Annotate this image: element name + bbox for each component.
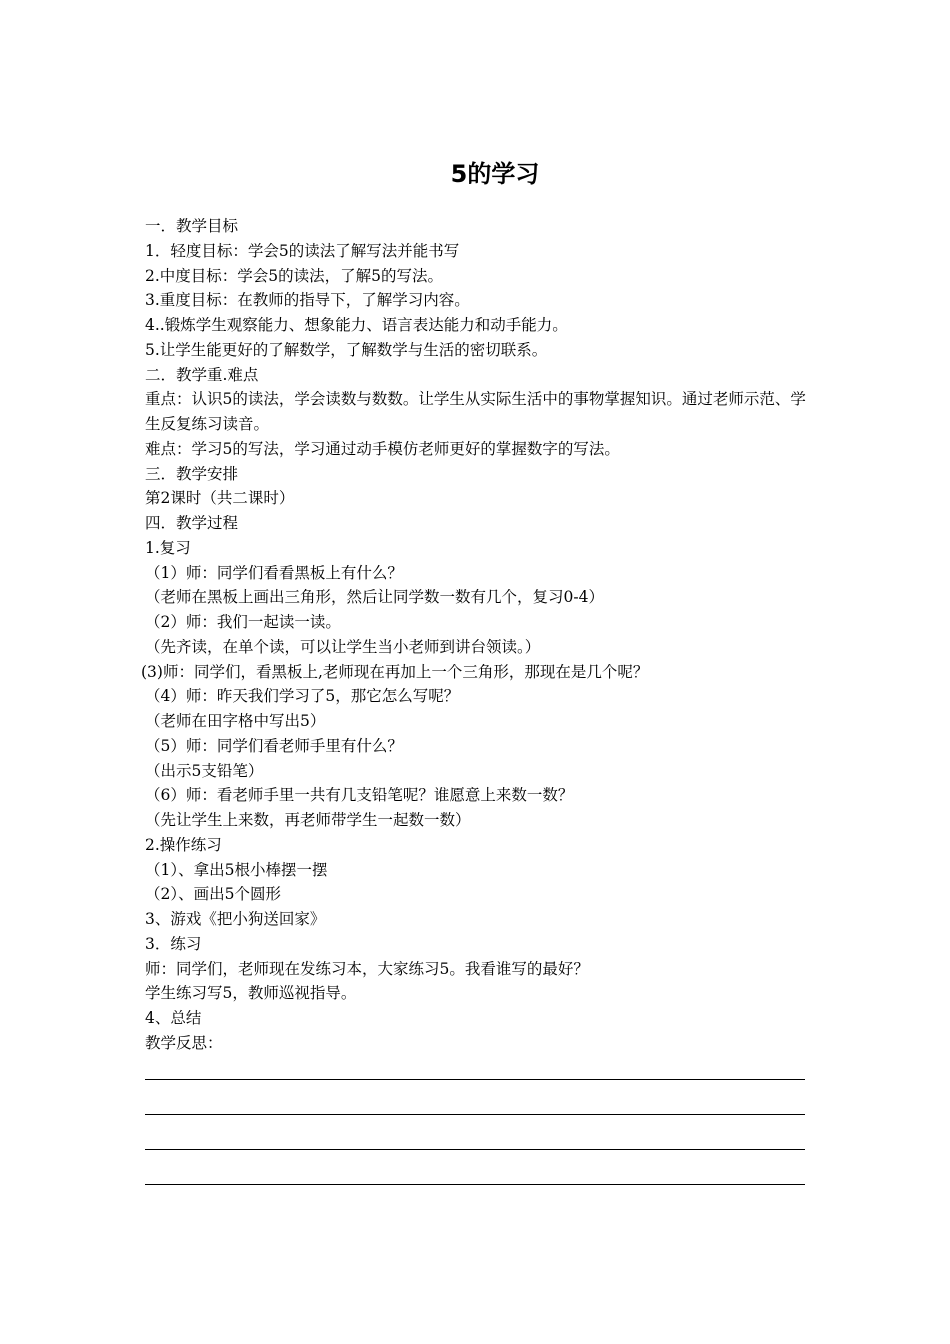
difficult-point-text: 难点：学习5的写法，学习通过动手模仿老师更好的掌握数字的写法。: [145, 439, 620, 458]
reflection-rule: [145, 1079, 805, 1080]
section-heading-key-points: 二．教学重.难点: [145, 365, 259, 384]
subsection-exercise: 3．练习: [145, 934, 202, 953]
reflection-rule: [145, 1114, 805, 1115]
process-step: （老师在黑板上画出三角形，然后让同学数一数有几个，复习0-4）: [145, 588, 604, 607]
process-step: （2）师：我们一起读一读。: [145, 613, 341, 631]
section-heading-objectives: 一．教学目标: [145, 217, 239, 235]
process-step: （先齐读，在单个读，可以让学生当小老师到讲台领读。）: [145, 637, 541, 656]
process-step: （老师在田字格中写出5）: [145, 712, 326, 730]
document-title: 5的学习: [450, 160, 540, 188]
process-step: （1）师：同学们看看黑板上有什么？: [145, 563, 403, 582]
objective-1: 1．轻度目标：学会5的读法了解写法并能书写: [145, 241, 460, 260]
schedule-text: 第2课时（共二课时）: [145, 489, 295, 508]
subsection-summary: 4、总结: [145, 1009, 202, 1027]
objective-2: 2.中度目标：学会5的读法，了解5的写法。: [145, 266, 444, 285]
process-step: （先让学生上来数，再老师带学生一起数一数）: [145, 811, 471, 829]
reflection-lines: [145, 1079, 805, 1219]
objective-3: 3.重度目标：在教师的指导下，了解学习内容。: [145, 291, 470, 310]
process-step: （出示5支铅笔）: [145, 761, 264, 780]
process-step: （4）师：昨天我们学习了5，那它怎么写呢？: [145, 687, 460, 706]
reflection-rule: [145, 1184, 805, 1185]
exercise-text: 学生练习写5，教师巡视指导。: [145, 984, 357, 1003]
process-step: （6）师：看老师手里一共有几支铅笔呢？谁愿意上来数一数？: [145, 786, 574, 805]
document-body: [141, 214, 810, 1056]
process-step: （5）师：同学们看老师手里有什么？: [145, 736, 403, 755]
practice-step: （1）、拿出5根小棒摆一摆: [145, 860, 328, 879]
key-point-text: 重点：认识5的读法，学会读数与数数。让学生从实际生活中的事物掌握知识。通过老师示范、学生反复练习读音。: [145, 390, 806, 433]
subsection-review: 1.复习: [145, 538, 191, 557]
reflection-label: 教学反思：: [145, 1033, 223, 1052]
exercise-text: 师：同学们，老师现在发练习本，大家练习5。我看谁写的最好？: [145, 959, 589, 978]
section-heading-process: 四．教学过程: [145, 514, 239, 532]
section-heading-schedule: 三．教学安排: [145, 464, 239, 483]
game-step: 3、游戏《把小狗送回家》: [145, 910, 326, 928]
process-step: (3)师：同学们，看黑板上,老师现在再加上一个三角形，那现在是几个呢？: [141, 662, 649, 681]
objective-5: 5.让学生能更好的了解数学，了解数学与生活的密切联系。: [145, 340, 548, 359]
reflection-rule: [145, 1149, 805, 1150]
objective-4: 4..锻炼学生观察能力、想象能力、语言表达能力和动手能力。: [145, 316, 568, 334]
practice-step: （2）、画出5个圆形: [145, 885, 281, 904]
subsection-practice: 2.操作练习: [145, 835, 222, 854]
